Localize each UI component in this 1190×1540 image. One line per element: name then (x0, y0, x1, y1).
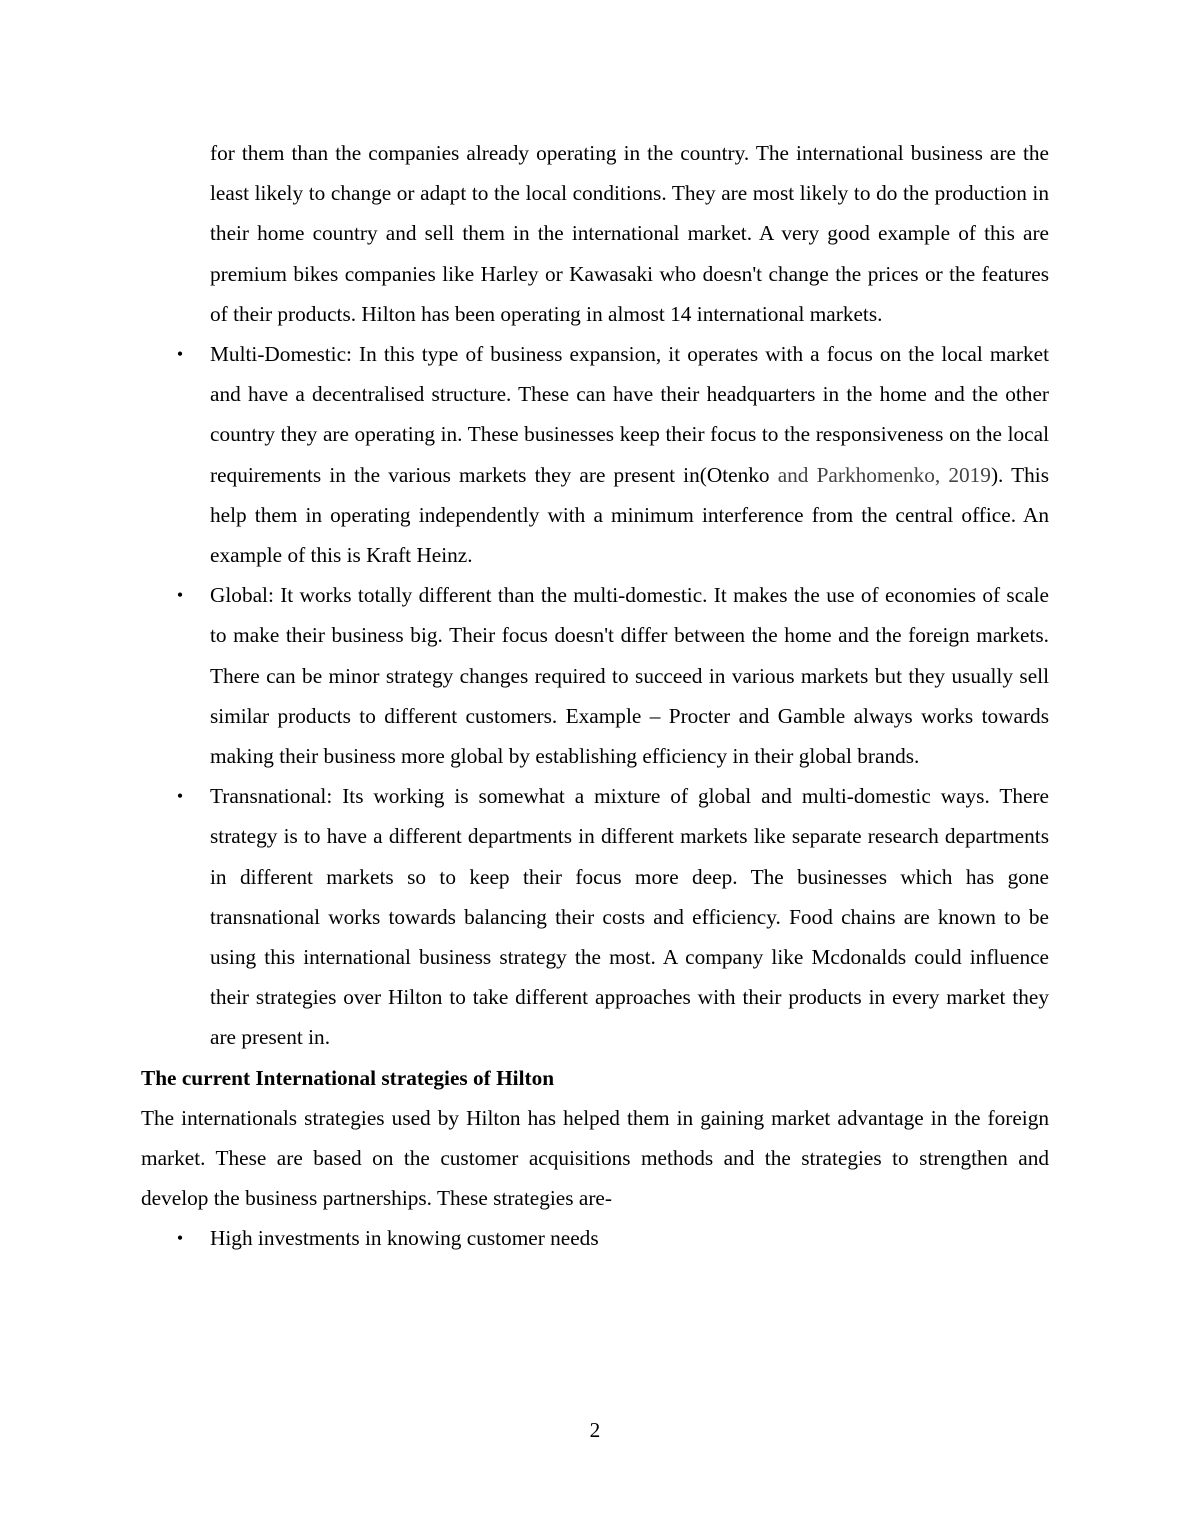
strategy-type-list (141, 334, 1049, 1058)
page-number: 2 (589, 1418, 601, 1442)
section-paragraph: The internationals strategies used by Hilton has helped them in gaining market advantage in the foreign market. These are based on the customer acquisitions methods and the strategies to strengthen and develop the business partnerships. These strategies are- (141, 1105, 1049, 1211)
list-item-text: High investments in knowing customer needs (210, 1226, 599, 1251)
list-item-text-continued: ). This help them in operating independently with a minimum interference from the central office. An example of this is Kraft Heinz. (210, 462, 1049, 568)
list-item-customer-needs (176, 1218, 1049, 1258)
list-item-transnational (176, 776, 1049, 1057)
bullet-icon: • (176, 1228, 184, 1249)
list-item-text: Multi-Domestic: In this type of business expansion, it operates with a focus on the local market and have a decentralised structure. These can have their headquarters in the home and the other country they are operating in. These businesses keep their focus to the responsiveness on the local requirements in the various markets they are present in(Otenko (210, 342, 1049, 487)
page-content (141, 133, 1049, 1259)
bullet-icon: • (176, 786, 184, 807)
bullet-icon: • (176, 344, 184, 365)
bullet-icon: • (176, 585, 184, 606)
list-item-global (176, 575, 1049, 776)
list-item-text: Global: It works totally different than the multi-domestic. It makes the use of economies of scale to make their business big. Their focus doesn't differ between the home and the foreign markets. There can be minor strategy changes required to succeed in various markets but they usually sell similar products to different customers. Example – Procter and Gamble always works towards making their business more global by establishing efficiency in their global brands. (210, 583, 1049, 769)
list-item-multi-domestic (176, 334, 1049, 575)
section-heading: The current International strategies of Hilton (141, 1065, 555, 1090)
hilton-strategy-list (141, 1218, 1049, 1258)
citation: and Parkhomenko, 2019 (777, 462, 991, 487)
list-item-text: Transnational: Its working is somewhat a mixture of global and multi-domestic ways. There strategy is to have a different departments in different markets like separate research departments in different markets so to keep their focus more deep. The businesses which has gone transnational works towards balancing their costs and efficiency. Food chains are known to be using this international business strategy the most. A company like Mcdonalds could influence their strategies over Hilton to take different approaches with their products in every market they are present in. (210, 784, 1049, 1050)
intro-paragraph: for them than the companies already operating in the country. The international business are the least likely to change or adapt to the local conditions. They are most likely to do the production in their home country and sell them in the international market. A very good example of this are premium bikes companies like Harley or Kawasaki who doesn't change the prices or the features of their products. Hilton has been operating in almost 14 international markets. (210, 141, 1049, 326)
